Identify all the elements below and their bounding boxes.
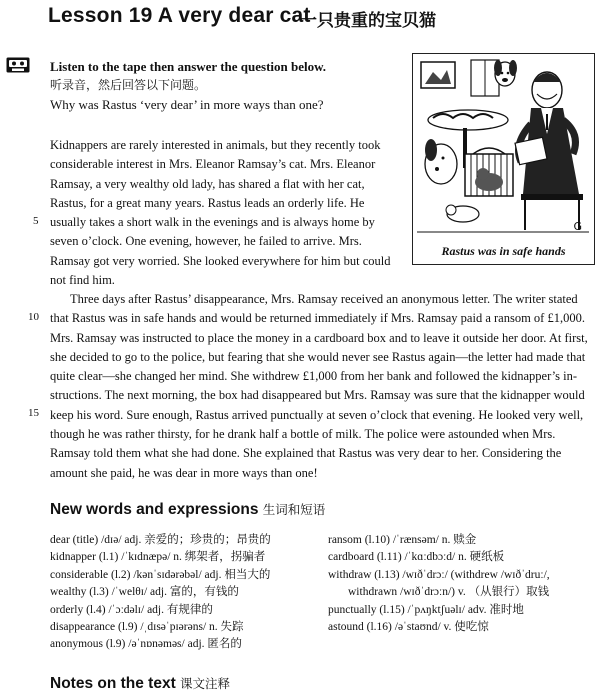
passage-line: Mrs. Ramsay was instructed to place the money in a cardboard box and to leave it outside her door. At first, (50, 330, 588, 345)
passage-line: Kidnappers are rarely interested in animals, but they recently took (50, 138, 381, 152)
question-line: Why was Rastus ‘very dear’ in more ways than one? (50, 97, 324, 112)
vocab-entry: withdrawn /wɪðˈdrɔːn/) v. （从银行）取钱 (348, 586, 550, 599)
vocab-entry: wealthy (l.3) /ˈwelθɪ/ adj. 富的，有钱的 (50, 586, 239, 599)
new-words-heading (50, 500, 325, 519)
vocab-entry: astound (l.16) /əˈstaʊnd/ v. 使吃惊 (328, 621, 489, 634)
passage-line: structions. The next morning, the box had disappeared but Mrs. Ramsay was sure that the kidnapper would (50, 388, 585, 403)
passage-line: not find him. (50, 273, 115, 288)
passage-line: Ramsay got very worried. She looked everywhere for him but could (50, 253, 391, 268)
passage-line: amount she paid, he was dear in more ways than one! (50, 465, 318, 480)
vocab-entry: kidnapper (l.1) /ˈkɪdnæpə/ n. 绑架者，拐骗者 (50, 551, 266, 564)
illustration-caption: Rastus was in safe hands (441, 244, 566, 258)
vocabulary-column-left (50, 532, 271, 654)
notes-heading (50, 674, 230, 693)
passage-line: considerable interest in Mrs. Eleanor Ramsay’s cat. Mrs. Eleanor (50, 157, 376, 172)
passage-line: seven o’clock. One evening, however, he failed to arrive. Mrs. (50, 234, 362, 249)
vocab-entry: dear (title) /dɪə/ adj. 亲爱的；珍贵的；昂贵的 (50, 534, 271, 546)
vocab-entry: anonymous (l.9) /əˈnɒnəməs/ adj. 匿名的 (50, 638, 242, 651)
vocab-entry: withdraw (l.13) /wɪðˈdrɔː/ (withdrew /wɪðˈdruː/, (328, 568, 550, 581)
illustration-frame (412, 53, 595, 265)
kidnapper-cat-illustration (413, 54, 593, 244)
passage-line: Ramsay told them what she had done. She explained that Rastus was very dear to her. Considering the (50, 446, 562, 461)
passage-line: Three days after Rastus’ disappearance, Mrs. Ramsay received an anonymous letter. The writer stated (70, 292, 578, 306)
line-number: 15 (28, 407, 39, 419)
lesson-title: Lesson 19 A very dear cat (48, 4, 311, 27)
passage-paragraph-1 (50, 136, 402, 290)
lesson-title-chinese: 一只贵重的宝贝猫 (300, 11, 436, 31)
artist-signature: G (573, 220, 582, 233)
vocab-entry: disappearance (l.9) /ˌdɪsəˈpɪərəns/ n. 失踪 (50, 621, 244, 634)
passage-line: that Rastus was in safe hands and would be returned immediately if Mrs. Ramsay paid a ransom of £1,000. (50, 311, 585, 326)
instruction-line-chinese: 听录音，然后回答以下问题。 (50, 78, 207, 92)
line-number: 5 (33, 215, 39, 227)
passage-line: keep his word. Sure enough, Rastus arrived punctually at seven o’clock that evening. He looked very well, (50, 407, 584, 422)
passage-line: she decided to go to the police, but fearing that she would never see Rastus again—the letter had made that (50, 349, 586, 364)
vocab-entry: orderly (l.4) /ˈɔːdəlɪ/ adj. 有规律的 (50, 603, 213, 616)
new-words-heading-text: New words and expressions (50, 501, 259, 518)
instruction-line: Listen to the tape then answer the question below. (50, 59, 327, 74)
notes-heading-chinese: 课文注释 (180, 676, 231, 691)
cassette-tape-icon (6, 57, 30, 73)
notes-heading-text: Notes on the text (50, 675, 176, 692)
passage-line: quite clear—she changed her mind. She withdrew £1,000 from her bank and followed the kidnapper’s in- (50, 369, 578, 384)
vocabulary-column-right (328, 532, 550, 636)
listening-instructions (50, 57, 326, 114)
passage-line: Ramsay, a very wealthy old lady, has shared a flat with her cat, (50, 176, 365, 191)
new-words-heading-chinese: 生词和短语 (262, 502, 326, 517)
passage-line: though he was rather thirsty, for he drank half a bottle of milk. The police were astounded when Mrs. (50, 427, 556, 442)
passage-line: usually takes a short walk in the evenings and is always home by (50, 215, 375, 230)
vocab-entry: considerable (l.2) /kənˈsɪdərəbəl/ adj. 相当大的 (50, 568, 271, 581)
passage-paragraph-2 (50, 290, 598, 483)
vocab-entry: cardboard (l.11) /ˈkɑːdbɔːd/ n. 硬纸板 (328, 551, 505, 564)
vocab-entry: punctually (l.15) /ˈpʌŋktʃuəlɪ/ adv. 准时地 (328, 603, 524, 616)
line-number: 10 (28, 311, 39, 323)
passage-line: Rastus, for a great many years. Rastus leads an orderly life. He (50, 195, 365, 210)
vocab-entry: ransom (l.10) /ˈrænsəm/ n. 赎金 (328, 534, 477, 546)
